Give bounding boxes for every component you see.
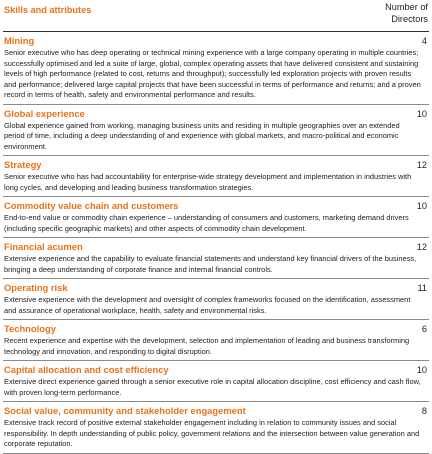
row-description: Extensive experience and the capability to evaluate financial statements and understand key financial drivers of the business, bringing a deep understanding of corporate finance and internal financial controls. [4,254,417,274]
row-count: 4 [421,36,427,46]
table-row [3,156,429,197]
header-skills-label: Skills and attributes [4,5,92,15]
row-title: Social value, community and stakeholder engagement [4,405,246,416]
table-row [3,238,429,279]
table-row [3,402,429,454]
row-count: 12 [416,242,427,252]
header-count-label [385,2,429,25]
table-row [3,197,429,238]
row-title: Strategy [4,159,42,170]
table-row [3,279,429,320]
table-row [3,320,429,361]
table-row [3,361,429,402]
row-count: 10 [416,108,427,119]
row-count: 12 [416,160,427,170]
row-description: End-to-end value or commodity chain experience – understanding of consumers and customers, marketing demand drivers (including specific geographic markets) and other aspects of commodity chain development. [4,213,409,233]
table-header [3,2,429,32]
row-title: Global experience [4,107,85,119]
row-count: 10 [416,365,427,375]
row-title: Commodity value chain and customers [4,200,179,211]
table-row [3,105,429,157]
row-title: Technology [4,323,56,334]
row-count: 10 [416,201,427,211]
row-description: Recent experience and expertise with the development, selection and implementation of leading and business transforming technology and innovation, and responding to digital disruption. [4,336,410,356]
row-description: Extensive track record of positive external stakeholder engagement including in relation to community issues and social responsibility. In depth understanding of public policy, government relations and the intersection between value generation and corporate reputation. [4,418,420,448]
row-title: Capital allocation and cost efficiency [4,364,169,375]
row-description: Extensive experience with the development and oversight of complex frameworks focused on the identification, assessment and assurance of operational workplace, health, safety and environmental risks. [4,295,411,315]
row-title: Operating risk [4,282,68,293]
row-description: Senior executive who has deep operating or technical mining experience with a large company operating in multiple countries; successfully optimised and led a suite of large, global, complex operating assets that have delivered consistent and sustaining levels of high performance (related to cost, returns and throughput); successfully led exploration projects with proven results and performance; delivered large capital projects that have been successful in terms of performance and returns; and a proven record in terms of health, safety and environmental performance and results. [4,48,421,99]
row-count: 11 [417,283,427,293]
row-title: Financial acumen [4,241,83,252]
row-title: Mining [4,35,35,46]
header-count-line1: Number of [385,2,428,12]
row-description: Senior executive who has had accountability for enterprise-wide strategy development and implementation in industries with long cycles, and developing and leading business transformation strategies. [4,172,412,192]
row-count: 6 [421,324,427,334]
row-description: Global experience gained from working, managing business units and residing in multiple geographies over an extended period of time, including a deep understanding of and experience with global markets, and macro-political and economic environment. [4,120,400,151]
header-count-line2: Directors [391,13,428,24]
table-row [3,32,429,105]
row-description: Extensive direct experience gained through a senior executive role in capital allocation discipline, cost efficiency and cash flow, with proven long-term performance. [4,377,421,397]
row-count: 8 [421,406,427,416]
